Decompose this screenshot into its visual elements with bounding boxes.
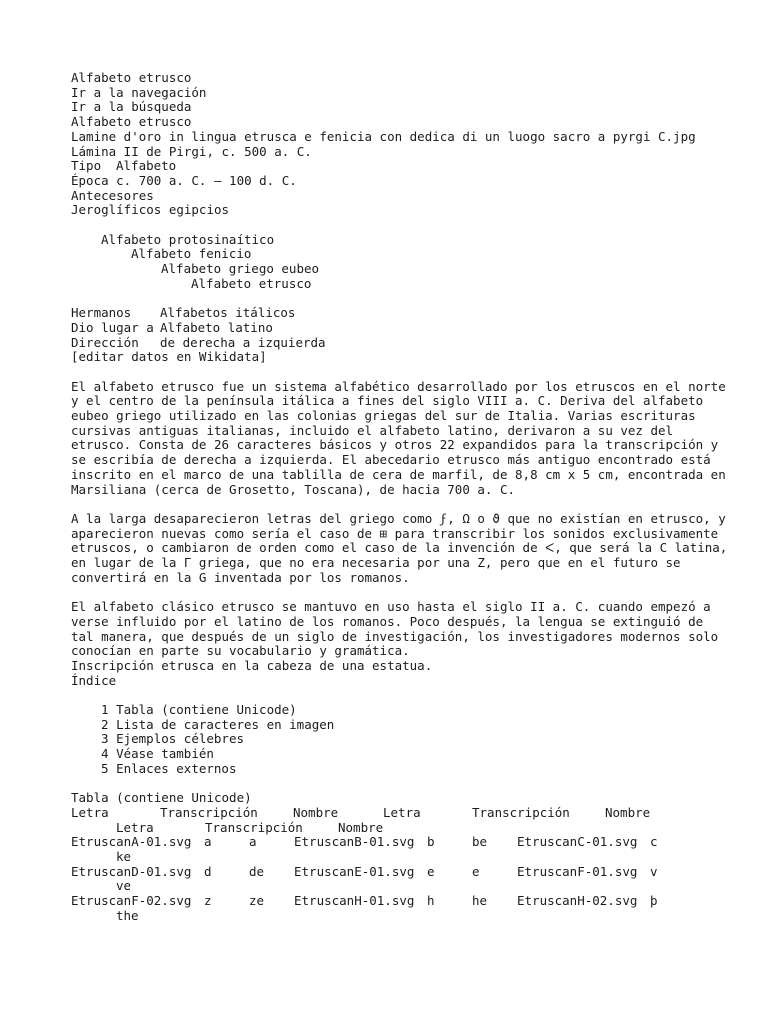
toc-item[interactable]	[71, 732, 731, 747]
page-title: Alfabeto etrusco	[71, 70, 192, 85]
toc-item[interactable]	[71, 718, 731, 733]
infobox-direccion-label: Dirección	[71, 334, 139, 350]
infobox-hermanos-row	[71, 306, 731, 321]
infobox-antecesor-link[interactable]: Jeroglíficos egipcios	[71, 202, 230, 218]
column-header-transcripcion: Transcripción	[472, 804, 570, 820]
table-of-contents	[71, 703, 731, 777]
transcription-cell: e	[427, 863, 435, 879]
letter-image-link[interactable]: EtruscanF-02.svg	[71, 893, 192, 909]
name-cell: the	[116, 907, 139, 923]
table-row	[71, 894, 731, 923]
toc-item-number: 4	[101, 746, 109, 762]
transcription-cell: þ	[650, 893, 658, 909]
toc-item-number: 2	[101, 716, 109, 732]
column-header-letra: Letra	[71, 804, 109, 820]
toc-item-label[interactable]: Ejemplos célebres	[116, 731, 244, 747]
infobox-image-link[interactable]: Lamine d'oro in lingua etrusca e fenicia con dedica di un luogo sacro a pyrgi C.jpg	[71, 128, 696, 144]
infobox-antecesor-link[interactable]: Alfabeto protosinaítico	[101, 231, 275, 247]
transcription-cell: d	[204, 863, 212, 879]
toc-item[interactable]	[71, 747, 731, 762]
infobox-antecesor-current: Alfabeto etrusco	[191, 275, 312, 291]
article-page	[71, 71, 731, 923]
column-header-nombre: Nombre	[338, 819, 384, 835]
table-row	[71, 865, 731, 894]
letter-image-link[interactable]: EtruscanE-01.svg	[294, 863, 415, 879]
edit-wikidata-link[interactable]: [editar datos en Wikidata]	[71, 349, 267, 365]
skip-to-navigation-link[interactable]: Ir a la navegación	[71, 84, 207, 100]
body-paragraph: A la larga desaparecieron letras del griego como ϝ, Ω o ϑ que no existían en etrusco, y aparecieron nuevas como sería el caso de ⊞ para transcribir los sonidos exclusivamente etruscos, o cambiaron de orden como el caso de la invención de ᐸ, que será la C latina, en lugar de la Γ griega, que no era necesaria por una Z, pero que en el futuro se convertirá en la G inventada por los romanos.	[71, 510, 728, 585]
transcription-cell: h	[427, 893, 435, 909]
letter-image-link[interactable]: EtruscanF-01.svg	[517, 863, 638, 879]
spacer	[71, 497, 731, 512]
name-cell: e	[472, 863, 480, 879]
infobox-antecesor-link[interactable]: Alfabeto fenicio	[131, 246, 252, 262]
toc-item-label[interactable]: Lista de caracteres en imagen	[116, 716, 335, 732]
letter-image-link[interactable]: EtruscanH-02.svg	[517, 893, 638, 909]
infobox-direccion-value: de derecha a izquierda	[160, 334, 326, 350]
table-header-row	[71, 806, 731, 821]
column-header-letra: Letra	[383, 804, 421, 820]
transcription-cell: b	[427, 834, 435, 850]
name-cell: he	[472, 893, 488, 909]
spacer	[71, 218, 731, 233]
letter-image-link[interactable]: EtruscanB-01.svg	[294, 834, 415, 850]
section-heading-tabla: Tabla (contiene Unicode)	[71, 790, 252, 806]
toc-item-label[interactable]: Véase también	[116, 746, 214, 762]
name-cell: a	[249, 834, 257, 850]
infobox-antecesores-label: Antecesores	[71, 187, 154, 203]
column-header-nombre: Nombre	[605, 804, 651, 820]
column-header-transcripcion: Transcripción	[205, 819, 303, 835]
toc-item-number: 1	[101, 702, 109, 718]
spacer	[71, 365, 731, 380]
name-cell: de	[249, 863, 265, 879]
name-cell: ke	[116, 849, 132, 865]
toc-item[interactable]	[71, 762, 731, 777]
table-row	[71, 835, 731, 864]
toc-item-number: 5	[101, 760, 109, 776]
letter-image-link[interactable]: EtruscanC-01.svg	[517, 834, 638, 850]
column-header-nombre: Nombre	[293, 804, 339, 820]
infobox-tipo-label: Tipo	[71, 158, 102, 174]
transcription-cell: a	[204, 834, 212, 850]
infobox-tipo-row	[71, 159, 731, 174]
spacer	[71, 777, 731, 792]
skip-to-search-link[interactable]: Ir a la búsqueda	[71, 99, 192, 115]
transcription-cell: c	[650, 834, 658, 850]
name-cell: ze	[249, 893, 265, 909]
transcription-cell: v	[650, 863, 658, 879]
image-caption: Inscripción etrusca en la cabeza de una estatua.	[71, 657, 433, 673]
etruscan-table	[71, 806, 731, 924]
letter-image-link[interactable]: EtruscanH-01.svg	[294, 893, 415, 909]
infobox-tipo-value[interactable]: Alfabeto	[116, 158, 177, 174]
table-header-row-continued	[71, 821, 731, 836]
spacer	[71, 688, 731, 703]
infobox-dio-lugar-value[interactable]: Alfabeto latino	[160, 319, 273, 335]
infobox-image-caption: Lámina II de Pirgi, c. 500 a. C.	[71, 143, 312, 159]
infobox-title: Alfabeto etrusco	[71, 114, 192, 130]
letter-image-link[interactable]: EtruscanD-01.svg	[71, 863, 192, 879]
toc-item-label[interactable]: Tabla (contiene Unicode)	[116, 702, 297, 718]
name-cell: ve	[116, 878, 132, 894]
transcription-cell: z	[204, 893, 212, 909]
infobox-dio-lugar-label: Dio lugar a	[71, 319, 154, 335]
body-paragraph: El alfabeto clásico etrusco se mantuvo en uso hasta el siglo II a. C. cuando empezó a verse influido por el latino de los romanos. Poco después, la lengua se extinguió de tal manera, que después de un siglo de investigación, los investigadores modernos solo conocían en parte su vocabulario y gramática.	[71, 599, 719, 659]
toc-title: Índice	[71, 672, 117, 688]
spacer	[71, 292, 731, 307]
infobox-epoca: Época c. 700 a. C. – 100 d. C.	[71, 172, 297, 188]
letter-image-link[interactable]: EtruscanA-01.svg	[71, 834, 192, 850]
body-paragraph: El alfabeto etrusco fue un sistema alfabético desarrollado por los etruscos en el norte y el centro de la península itálica a fines del siglo VIII a. C. Deriva del alfabeto eubeo griego utilizado en las colonias griegas del sur de Italia. Varias escrituras cursivas antiguas italianas, incluido el alfabeto latino, derivaron a su vez del etrusco. Consta de 26 caracteres básicos y otros 22 expandidos para la transcripción y se escribía de derecha a izquierda. El abecedario etrusco más antiguo encontrado está inscrito en el marco de una tablilla de cera de marfil, de 8,8 cm x 5 cm, encontrada en Marsiliana (cerca de Grosetto, Toscana), de hacia 700 a. C.	[71, 378, 726, 497]
spacer	[71, 585, 731, 600]
column-header-letra: Letra	[116, 819, 154, 835]
infobox-dio-lugar-row	[71, 321, 731, 336]
name-cell: be	[472, 834, 488, 850]
infobox-direccion-row	[71, 336, 731, 351]
toc-item[interactable]	[71, 703, 731, 718]
infobox-hermanos-label: Hermanos	[71, 305, 132, 321]
toc-item-label[interactable]: Enlaces externos	[116, 760, 237, 776]
column-header-transcripcion: Transcripción	[160, 804, 258, 820]
infobox-antecesor-link[interactable]: Alfabeto griego eubeo	[161, 261, 320, 277]
infobox-hermanos-value[interactable]: Alfabetos itálicos	[160, 305, 296, 321]
toc-item-number: 3	[101, 731, 109, 747]
